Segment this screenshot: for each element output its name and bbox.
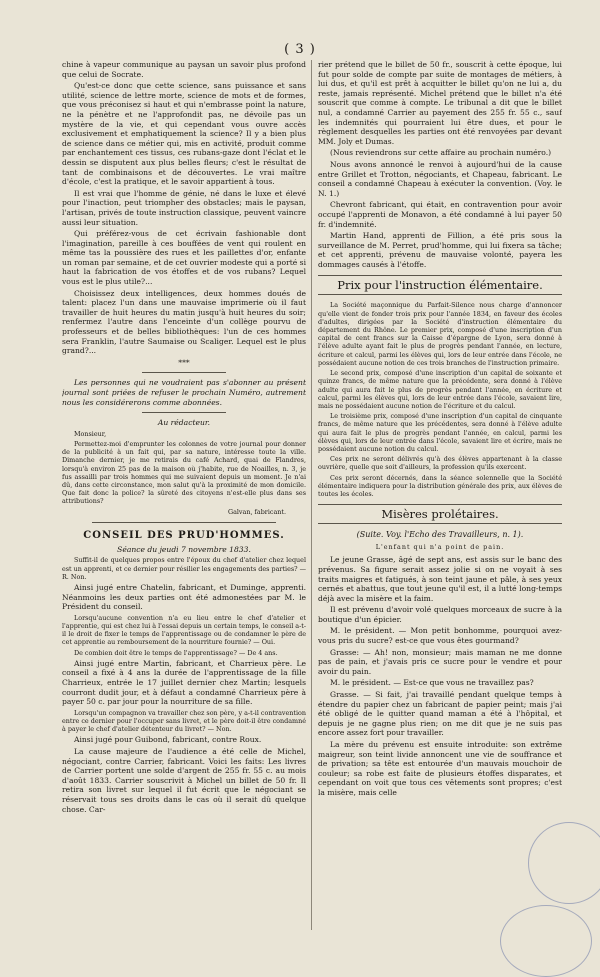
paragraph: (Nous reviendrons sur cette affaire au prochain numéro.) (330, 148, 552, 158)
paragraph: rier prétend que le billet de 50 fr., souscrit à cette époque, lui fut pour solde de compte par suite de montages de métiers, à lui dus, et qu'il est prêt à acquitter le billet qu'on ne lui a, du reste, jamais représenté. Michel prétend que le billet n'a été souscrit que comme à compte. Le tribunal a dit que le billet nul, a condamné Carrier au payement des 255 fr. 55 c., sauf les indemnités qui pourraient lui être dues, et pour le règlement desquelles les parties ont été renvoyées par devant MM. Joly et Dumas. (318, 60, 562, 146)
paragraph: Qu'est-ce donc que cette science, sans puissance et sans utilité, science de lettre morte, science de mots et de formes, que vous préconisez si haut et qui n'embrasse point la nature, ne la pénètre et ne l'approfondit pas, ne dévoile pas un mystère de la vie, et qui cependant vous ouvre accès exclusivement et emphatiquement la science? Il y a bien plus de science dans ce métier qui, mis en activité, produit comme par enchantement ces tissus, ces rubans-gaze dont l'éclat et le dessin se disputent aux plus belles fleurs; c'est le résultat de tant de combinaisons et de découvertes. Le vrai maître d'école, c'est la pratique, et le savoir appartient à tous. (62, 81, 306, 187)
session-date: Séance du jeudi 7 novembre 1833. (117, 544, 251, 554)
story-paragraph: Le jeune Grasse, âgé de sept ans, est assis sur le banc des prévenus. Sa figure serait assez jolie si on ne voyait à ses traits maigres et fatigués, à son teint jaune et pâle, à ses yeux cernés et abattus, que tout jeune qu'il est, il a lutté long-temps déjà avec la misère et la faim. (318, 555, 562, 603)
right-column (318, 60, 562, 910)
divider-rule (142, 372, 226, 373)
story-paragraph: Grasse. — Si fait, j'ai travaillé pendant quelque temps à étendre du papier chez un fabricant de papier peint; mais j'ai été obligé de le quitter quand maman a été à l'hôpital, et depuis je ne gagne plus rien; on me dit que je ne suis pas encore assez fort pour travailler. (318, 690, 562, 738)
story-paragraph: La mère du prévenu est ensuite introduite: son extrême maigreur, son teint livide annoncent une vie de souffrance et de privation; sa tête est entourée d'un mauvais mouchoir de couleur; sa robe est faite de plusieurs étoffes disparates, et cependant on voit que tous ces vêtements sont propres; c'est la misère, mais celle (318, 740, 562, 797)
story-paragraph: M. le président. — Mon petit bonhomme, pourquoi avez-vous pris du sucre? est-ce que vous êtes gourmand? (318, 626, 562, 646)
story-paragraph: Il est prévenu d'avoir volé quelques morceaux de sucre à la boutique d'un épicier. (318, 605, 562, 624)
misery-heading: Misères prolétaires. (318, 504, 562, 524)
council-ruling: La cause majeure de l'audience a été celle de Michel, négociant, contre Carrier, fabricant. Voici les faits: Les livres de Carrier portent une solde d'argent de 255 fr. 55 c. au mois d'août 1833. Carrier souscrivit à Michel un billet de 50 fr. Il retira son livret sur lequel il fut écrit que le négociant se réservait tous ses droits dans le cas où il serait dû quelque chose. Car- (62, 746, 306, 814)
council-ruling: Ainsi jugé entre Martin, fabricant, et Charrieux père. Le conseil a fixé à 4 ans la durée de l'apprentissage de la fille Charrieux, entrée le 17 juillet dernier chez Martin; lesquels courront dudit jour, et à défaut a condamné Charrieux père à payer 50 c. par jour pour la nourriture de sa fille. (62, 658, 306, 707)
paragraph: Nous avons annoncé le renvoi à aujourd'hui de la cause entre Grillet et Trotton, négociants, et Chapeau, fabricant. Le conseil a condamné Chapeau à exécuter la convention. (Voy. le N. 1.) (318, 159, 562, 198)
section-mark: *** (178, 357, 190, 367)
story-paragraph: M. le président. — Est-ce que vous ne travaillez pas? (330, 678, 534, 688)
paragraph: Qui préférez-vous de cet écrivain fashionable dont l'imagination, pareille à ces bouffées de vent qui roulent en même tas la poussière des rues et les paillettes d'or, enfante un roman par semaine, et de cet ouvrier modeste qui a porté si haut la fabrication de vos étoffes et de vos rubans? Lequel vous est le plus utile?... (62, 229, 306, 287)
letter-salutation: Monsieur, (74, 429, 107, 438)
prize-paragraph: Ces prix seront décernés, dans la séance solennelle que la Société élémentaire indiquera pour la distribution générale des prix, aux élèves de toutes les écoles. (318, 473, 562, 498)
council-ruling: Ainsi jugé entre Chatelin, fabricant, et Duminge, apprenti. Néanmoins les deux parties ont été admonestées par M. le Président du conseil. (62, 583, 306, 612)
story-paragraph: Grasse: — Ah! non, monsieur; mais maman ne me donne pas de pain, et j'avais pris ce sucre pour le vendre et pour avoir du pain. (318, 647, 562, 676)
council-question: Suffit-il de quelques propos entre l'époux du chef d'atelier chez lequel est un apprenti, et ce dernier pour résilier les engagements des parties? — R. Non. (62, 556, 306, 581)
library-stamp-icon (500, 905, 592, 977)
paragraph: Choisissez deux intelligences, deux hommes doués de talent: placez l'un dans une mauvaise imprimerie où il faut travailler de huit heures du matin jusqu'à huit heures du soir; renfermez l'autre dans l'enceinte d'un collège pourvu de professeurs et de belles bibliothèques: l'un de ces hommes sera Franklin, l'autre Saumaise ou Scaliger. Lequel est le plus grand?... (62, 288, 306, 356)
council-question: Lorsqu'aucune convention n'a eu lieu entre le chef d'atelier et l'apprentie, qui est chez lui à l'essai depuis un certain temps, le conseil a-t-il le droit de fixer le temps de l'apprentissage ou de condamner le père de cet apprentie au remboursement de la nourriture fournie? — Oui. (62, 613, 306, 647)
paragraph: Chevront fabricant, qui était, en contravention pour avoir occupé l'apprenti de Monavon, a été condamné à lui payer 50 fr. d'indemnité. (318, 200, 562, 229)
subscription-notice: Les personnes qui ne voudraient pas s'abonner au présent journal sont priées de refuser le prochain Numéro, autrement nous les considérerons comme abonnées. (62, 378, 306, 407)
council-heading: CONSEIL DES PRUD'HOMMES. (83, 530, 285, 542)
paragraph: chine à vapeur communique au paysan un savoir plus profond que celui de Socrate. (62, 60, 306, 79)
letter-signature: Galvan, fabricant. (227, 507, 286, 516)
letter-heading: Au rédacteur. (157, 418, 211, 428)
council-question: Lorsqu'un compagnon va travailler chez son père, y a-t-il contravention entre ce dernier pour l'occuper sans livret, et le père doit-il être condamné à payer le chef d'atelier détenteur du livret? — Non. (62, 708, 306, 734)
prize-paragraph: Ces prix ne seront délivrés qu'à des élèves appartenant à la classe ouvrière, quelle que soit d'ailleurs, la profession qu'ils exercent. (318, 455, 562, 472)
prize-paragraph: La Société maçonnique du Parfait-Silence nous charge d'annoncer qu'elle vient de fonder trois prix pour l'année 1834, en faveur des écoles d'adultes, dirigées par la Société d'instruction élémentaire du département du Rhône. Le premier prix, composé d'une inscription d'un capital de cent francs sur la Caisse d'épargne de Lyon, sera donné à l'élève adulte ayant fait le plus de progrès pendant l'année, en lecture, écriture et calcul, parmi les élèves qui, lors de leur entrée dans l'école, ne possédaient aucune notion de ces trois branches de l'instruction primaire. (318, 301, 562, 367)
library-stamp-icon (528, 822, 600, 904)
left-column (62, 60, 306, 910)
divider-rule (142, 412, 226, 413)
council-question: De combien doit être le temps de l'apprentissage? — De 4 ans. (74, 648, 278, 657)
misery-subtitle: (Suite. Voy. l'Echo des Travailleurs, n. 1). (356, 530, 524, 540)
page-number: ( 3 ) (284, 42, 316, 57)
paragraph: Il est vrai que l'homme de génie, né dans le luxe et élevé pour l'inaction, peut triompher des obstacles; mais le paysan, l'artisan, privés de toute instruction classique, peuvent vaincre aussi leur situation. (62, 188, 306, 227)
misery-story-title: L'enfant qui n'a point de pain. (375, 542, 505, 551)
prize-paragraph: Le troisième prix, composé d'une inscription d'un capital de cinquante francs, de même nature que les précédentes, sera donné à l'élève adulte qui aura fait le plus de progrès pendant l'année, en calcul, parmi les élèves qui, lors de leur entrée dans l'école, savaient lire et écrire, mais ne possédaient aucune notion du calcul. (318, 412, 562, 453)
prize-heading: Prix pour l'instruction élémentaire. (318, 275, 562, 295)
letter-body: Permettez-moi d'emprunter les colonnes de votre journal pour donner de la publicité à un fait qui, par sa nature, intéresse toute la ville. Dimanche dernier, je me retirais du café Achard, quai de Flandres, lorsqu'à environ 25 pas de la maison où j'habite, rue de Noailles, n. 3, je fus assailli par trois hommes qui me suivaient depuis un moment. Je n'ai dû, dans cette circonstance, mon salut qu'à la proximité de mon domicile. Que fait donc la police? la sûreté des citoyens n'est-elle plus dans ses attributions? (62, 439, 306, 506)
council-ruling: Ainsi jugé pour Guibond, fabricant, contre Roux. (74, 735, 262, 745)
column-divider (311, 60, 312, 930)
divider-rule (92, 522, 276, 523)
prize-paragraph: Le second prix, composé d'une inscription d'un capital de soixante et quinze francs, de même nature que la précédente, sera donné à l'élève adulte qui aura fait le plus de progrès pendant l'année, en écriture et calcul, parmi les élèves qui, lors de leur entrée dans l'école, savaient lire, mais ne possédaient aucune notion de l'écriture et du calcul. (318, 369, 562, 410)
paragraph: Martin Hand, apprenti de Fillion, a été pris sous la surveillance de M. Perret, prud'homme, qui lui fixera sa tâche; et cet apprenti, prévenu de mauvaise volonté, payera les dommages causés à l'étoffe. (318, 231, 562, 269)
